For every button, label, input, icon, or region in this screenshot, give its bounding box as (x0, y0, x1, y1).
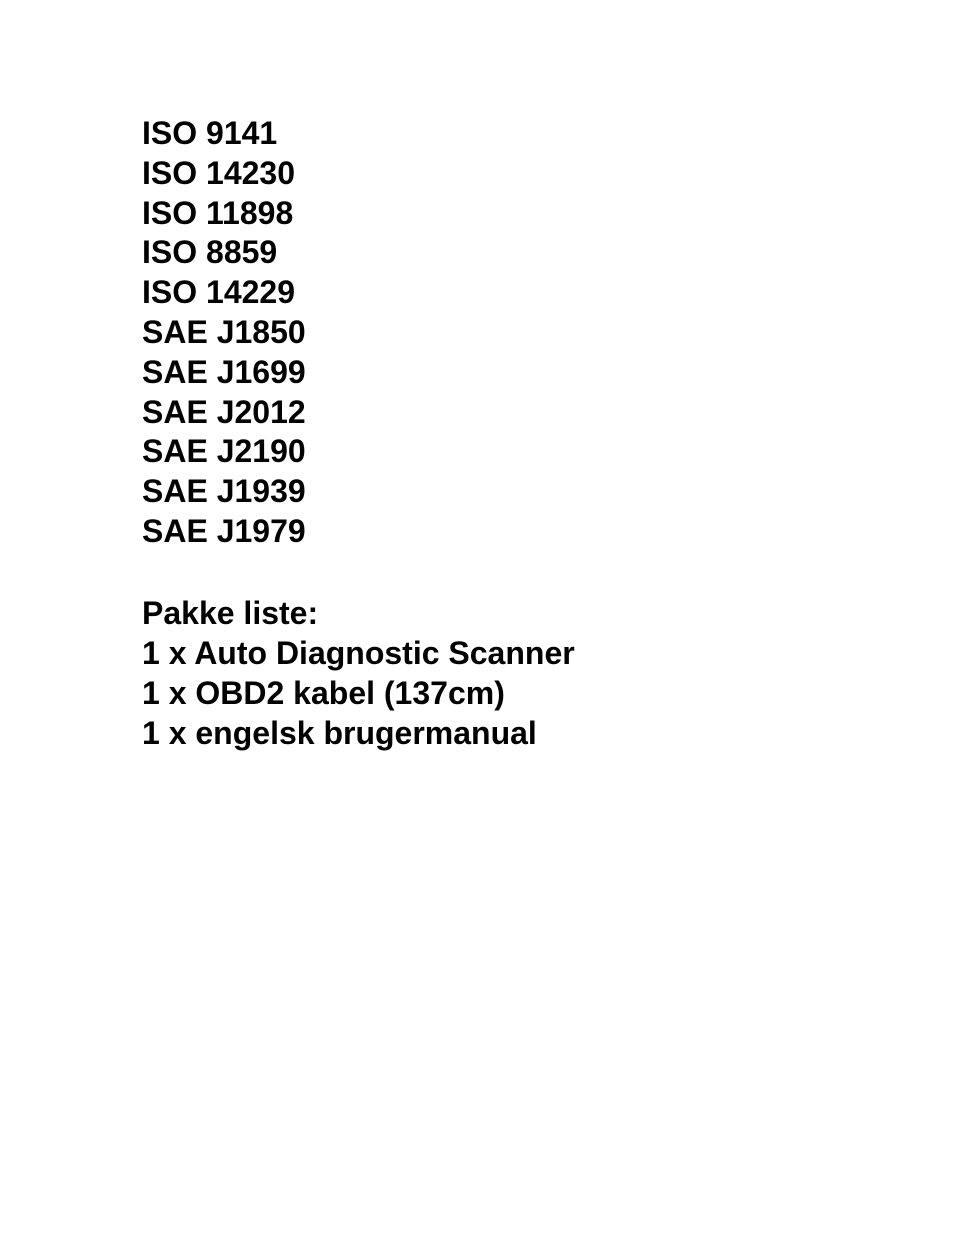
standard-item: ISO 8859 (142, 234, 278, 271)
standard-item: SAE J1699 (142, 353, 306, 390)
standards-list (142, 114, 306, 552)
standard-item: SAE J1979 (142, 512, 306, 549)
standard-item: ISO 9141 (142, 115, 278, 151)
standard-item: SAE J1850 (142, 313, 306, 350)
package-list (142, 593, 575, 753)
package-item: 1 x engelsk brugermanual (142, 715, 537, 751)
package-item: 1 x OBD2 kabel (137cm) (142, 675, 505, 711)
standard-item: ISO 14229 (142, 274, 295, 311)
package-heading: Pakke liste: (142, 595, 319, 631)
standard-item: SAE J1939 (142, 473, 306, 510)
standard-item: ISO 14230 (142, 154, 295, 191)
standard-item: SAE J2012 (142, 393, 306, 430)
standard-item: SAE J2190 (142, 433, 306, 470)
standard-item: ISO 11898 (142, 194, 294, 231)
package-item: 1 x Auto Diagnostic Scanner (142, 635, 575, 671)
